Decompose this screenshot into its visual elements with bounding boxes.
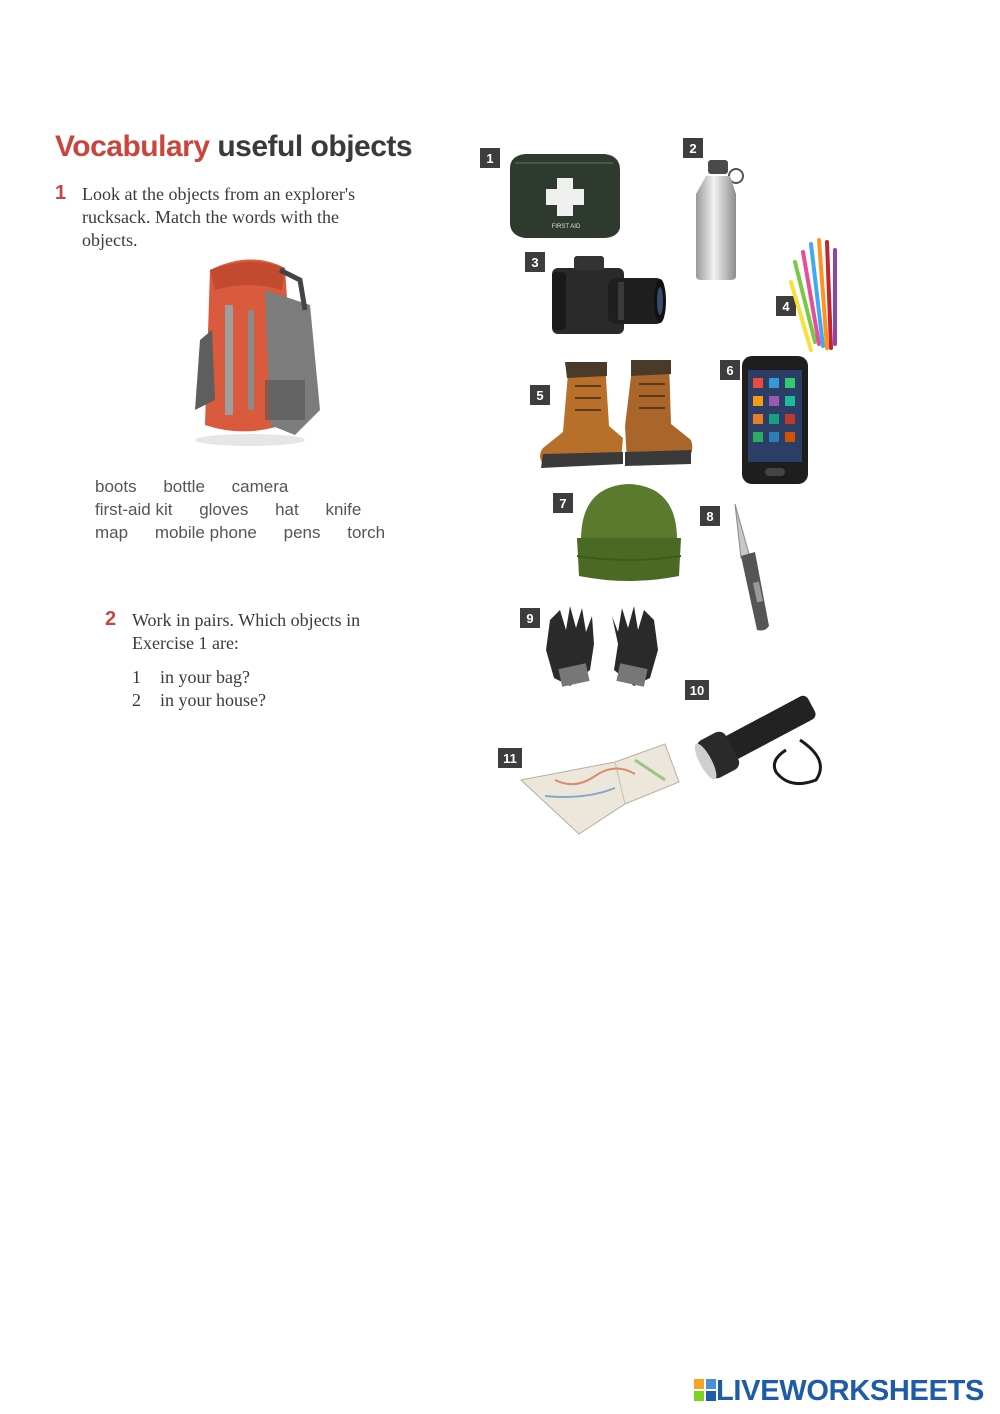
word-map: map: [95, 523, 129, 542]
list-item: 1 in your bag?: [132, 667, 250, 687]
bottle-icon: [690, 158, 750, 282]
exercise-1-number: 1: [55, 182, 67, 204]
object-number-9: 9: [520, 608, 540, 628]
word-first-aid-kit: first-aid kit: [95, 500, 173, 519]
object-number-5: 5: [530, 385, 550, 405]
exercise-2-line: Exercise 1 are:: [132, 633, 239, 653]
title-vocabulary: Vocabulary: [55, 130, 210, 163]
exercise-1-line: objects.: [82, 230, 138, 250]
object-number-6: 6: [720, 360, 740, 380]
boots-icon: [535, 356, 697, 474]
exercise-2-list: [132, 666, 266, 712]
word-bottle: bottle: [163, 477, 205, 496]
word-gloves: gloves: [199, 500, 249, 519]
exercise-2-instructions: [132, 609, 432, 655]
map-icon: [515, 740, 683, 836]
object-number-11: 11: [498, 748, 522, 768]
liveworksheets-logo-icon: [694, 1379, 716, 1403]
camera-icon: [548, 250, 670, 338]
pens-icon: [785, 232, 845, 356]
word-camera: camera: [231, 477, 289, 496]
object-number-2: 2: [683, 138, 703, 158]
object-number-3: 3: [525, 252, 545, 272]
liveworksheets-logo-text: LIVEWORKSHEETS: [716, 1374, 985, 1407]
first-aid-label: FIRST AID: [551, 224, 581, 230]
exercise-2-line: Work in pairs. Which objects in: [132, 610, 361, 630]
object-number-10: 10: [685, 680, 709, 700]
object-number-8: 8: [700, 506, 720, 526]
title-topic: useful objects: [217, 130, 413, 163]
list-item: 2 in your house?: [132, 690, 266, 710]
object-number-1: 1: [480, 148, 500, 168]
object-number-7: 7: [553, 493, 573, 513]
word-knife: knife: [325, 500, 362, 519]
mobile-phone-icon: [740, 354, 810, 486]
word-hat: hat: [275, 500, 299, 519]
exercise-2-number: 2: [105, 608, 117, 630]
word-bank-row: [95, 521, 425, 544]
word-pens: pens: [283, 523, 321, 542]
page-title: [55, 130, 412, 164]
word-mobile-phone: mobile phone: [154, 523, 257, 542]
word-boots: boots: [95, 477, 137, 496]
liveworksheets-logo: [694, 1376, 984, 1406]
exercise-1-instructions: [82, 183, 442, 252]
hat-icon: [573, 480, 685, 586]
word-bank-row: [95, 498, 425, 521]
object-number-4: 4: [776, 296, 796, 316]
knife-icon: [725, 502, 775, 634]
torch-icon: [690, 680, 830, 792]
exercise-1-line: Look at the objects from an explorer's: [82, 184, 356, 204]
first-aid-kit-icon: [505, 148, 625, 240]
word-bank-row: [95, 475, 425, 498]
word-bank: [95, 475, 425, 544]
exercise-1-line: rucksack. Match the words with the: [82, 207, 339, 227]
word-torch: torch: [347, 523, 386, 542]
gloves-icon: [540, 600, 665, 692]
backpack-icon: [170, 250, 330, 450]
